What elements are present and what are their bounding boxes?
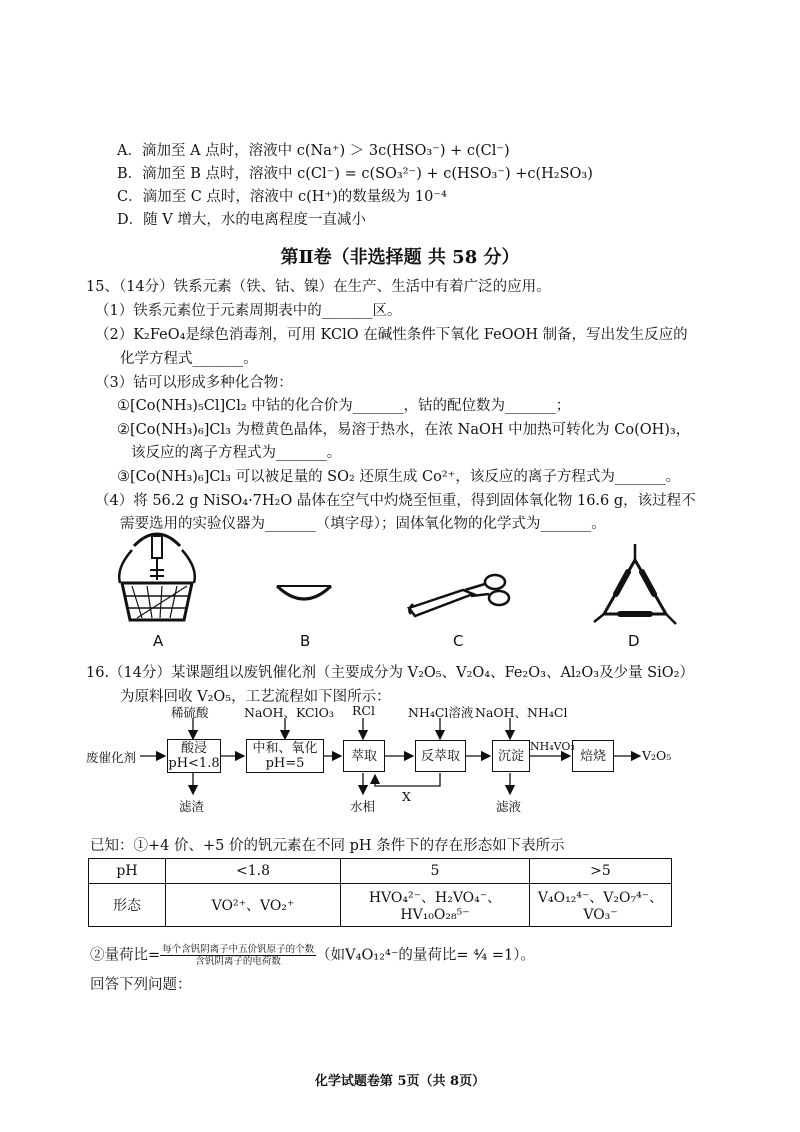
apparatus-label-c: C bbox=[453, 632, 464, 650]
q16-intro-b: 为原料回收 V₂O₅，工艺流程如下图所示： bbox=[120, 689, 391, 705]
flow-input-4: NH₄Cl溶液 bbox=[408, 705, 474, 720]
flow-output-filtrate: 滤液 bbox=[496, 799, 522, 814]
flow-box2-line1: 中和、氧化 bbox=[252, 741, 318, 756]
flow-box-precipitation bbox=[492, 740, 530, 772]
fraction-denominator: 含钒阴离子的电荷数 bbox=[195, 956, 281, 967]
q15-part3-1: ①[Co(NH₃)₅Cl]Cl₂ 中钴的化合价为_______，钴的配位数为_______； bbox=[117, 398, 571, 414]
q15-part4b: 需要选用的实验仪器为_______（填字母）；固体氧化物的化学式为_______。 bbox=[120, 516, 606, 532]
table-row-label: 形态 bbox=[89, 884, 166, 927]
section-title: 第Ⅱ卷（非选择题 共 58 分） bbox=[280, 247, 520, 268]
q15-part3: （3）钴可以形成多种化合物： bbox=[95, 375, 293, 391]
flow-input-1: 稀硫酸 bbox=[171, 705, 209, 720]
q15-part2a: （2）K₂FeO₄是绿色消毒剂，可用 KClO 在碱性条件下氧化 FeOOH 制备，写出发生反应的 bbox=[95, 327, 688, 343]
option-d: D．随 V 增大，水的电离程度一直减小 bbox=[117, 212, 366, 228]
page-footer: 化学试题卷第 5页（共 8页） bbox=[314, 1074, 486, 1089]
table-head-low: <1.8 bbox=[166, 859, 341, 884]
q15-part3-2a: ②[Co(NH₃)₆]Cl₃ 为橙黄色晶体，易溶于热水，在浓 NaOH 中加热可转化为 Co(OH)₃， bbox=[117, 422, 691, 438]
q16-intro-a: 16.（14分）某课题组以废钒催化剂（主要成分为 V₂O₅、V₂O₄、Fe₂O₃、Al₂O₃及少量 SiO₂） bbox=[86, 665, 694, 681]
q16-answer-prompt: 回答下列问题： bbox=[90, 977, 192, 993]
flow-box6-label: 焙烧 bbox=[579, 748, 606, 764]
flow-output-aqueous: 水相 bbox=[350, 799, 376, 814]
flow-recycle-x: X bbox=[402, 789, 411, 804]
flow-box-roasting bbox=[572, 740, 614, 772]
charge-ratio-fraction bbox=[160, 944, 316, 967]
known2-prefix: ②量荷比= bbox=[90, 947, 161, 964]
q16-known2 bbox=[90, 944, 535, 967]
flow-box3-label: 萃取 bbox=[350, 748, 377, 764]
flow-output-residue: 滤渣 bbox=[179, 799, 205, 814]
apparatus-label-d: D bbox=[628, 632, 640, 650]
flow-box5-label: 沉淀 bbox=[497, 748, 524, 764]
flow-box-extraction bbox=[343, 740, 385, 772]
table-cell-mid: HVO₄²⁻、H₂VO₄⁻、HV₁₀O₂₈⁵⁻ bbox=[341, 884, 530, 927]
flow-box2-line2: pH=5 bbox=[265, 756, 305, 771]
table-cell-high: V₄O₁₂⁴⁻、V₂O₇⁴⁻、VO₃⁻ bbox=[530, 884, 672, 927]
flow-input-2: NaOH、KClO₃ bbox=[244, 705, 334, 720]
flow-input-3: RCl bbox=[352, 703, 375, 718]
q15-intro: 15、（14分）铁系元素（铁、钴、镍）在生产、生活中有着广泛的应用。 bbox=[86, 279, 551, 295]
apparatus-label-b: B bbox=[300, 632, 311, 650]
q15-part1: （1）铁系元素位于元素周期表中的_______区。 bbox=[95, 303, 402, 319]
option-b: B．滴加至 B 点时，溶液中 c(Cl⁻) = c(SO₃²⁻) + c(HSO₃⁻) +c(H₂SO₃) bbox=[117, 166, 593, 182]
known2-suffix: （如V₄O₁₂⁴⁻的量荷比= ⁴⁄₄ =1）。 bbox=[316, 947, 535, 964]
apparatus-label-a: A bbox=[153, 632, 164, 650]
option-a: A．滴加至 A 点时，溶液中 c(Na⁺) ＞ 3c(HSO₃⁻) + c(Cl⁻) bbox=[117, 143, 510, 159]
flow-intermediate: NH₄VO₃ bbox=[530, 740, 575, 753]
flow-product: V₂O₅ bbox=[642, 748, 672, 763]
flow-box-acid-leach bbox=[167, 739, 221, 773]
flow-box1-line2: pH<1.8 bbox=[168, 756, 220, 771]
flow-box4-label: 反萃取 bbox=[420, 748, 460, 764]
table-head-mid: 5 bbox=[341, 859, 530, 884]
q15-part2b: 化学方程式_______。 bbox=[120, 351, 258, 367]
option-c: C．滴加至 C 点时，溶液中 c(H⁺)的数量级为 10⁻⁴ bbox=[117, 189, 447, 205]
q15-part4a: （4）将 56.2 g NiSO₄·7H₂O 晶体在空气中灼烧至恒重，得到固体氧化物 16.6 g，该过程不 bbox=[95, 493, 696, 509]
fraction-numerator: 每个含钒阴离子中五价钒原子的个数 bbox=[162, 944, 315, 955]
vanadium-species-table bbox=[88, 858, 672, 927]
table-head-ph: pH bbox=[89, 859, 166, 884]
q15-part3-3: ③[Co(NH₃)₆]Cl₃ 可以被足量的 SO₂ 还原生成 Co²⁺，该反应的离子方程式为_______。 bbox=[117, 469, 681, 485]
flow-box-neutralize-oxidize bbox=[246, 739, 324, 773]
flow-input-5: NaOH、NH₄Cl bbox=[475, 705, 568, 720]
q16-known1: 已知：①+4 价、+5 价的钒元素在不同 pH 条件下的存在形态如下表所示 bbox=[90, 838, 565, 854]
flow-box1-line1: 酸浸 bbox=[180, 741, 207, 756]
q15-part3-2b: 该反应的离子方程式为_______。 bbox=[131, 445, 342, 461]
flow-box-back-extraction bbox=[415, 740, 466, 772]
table-cell-low: VO²⁺、VO₂⁺ bbox=[166, 884, 341, 927]
flow-feed: 废催化剂 bbox=[86, 750, 137, 765]
table-head-high: >5 bbox=[530, 859, 672, 884]
